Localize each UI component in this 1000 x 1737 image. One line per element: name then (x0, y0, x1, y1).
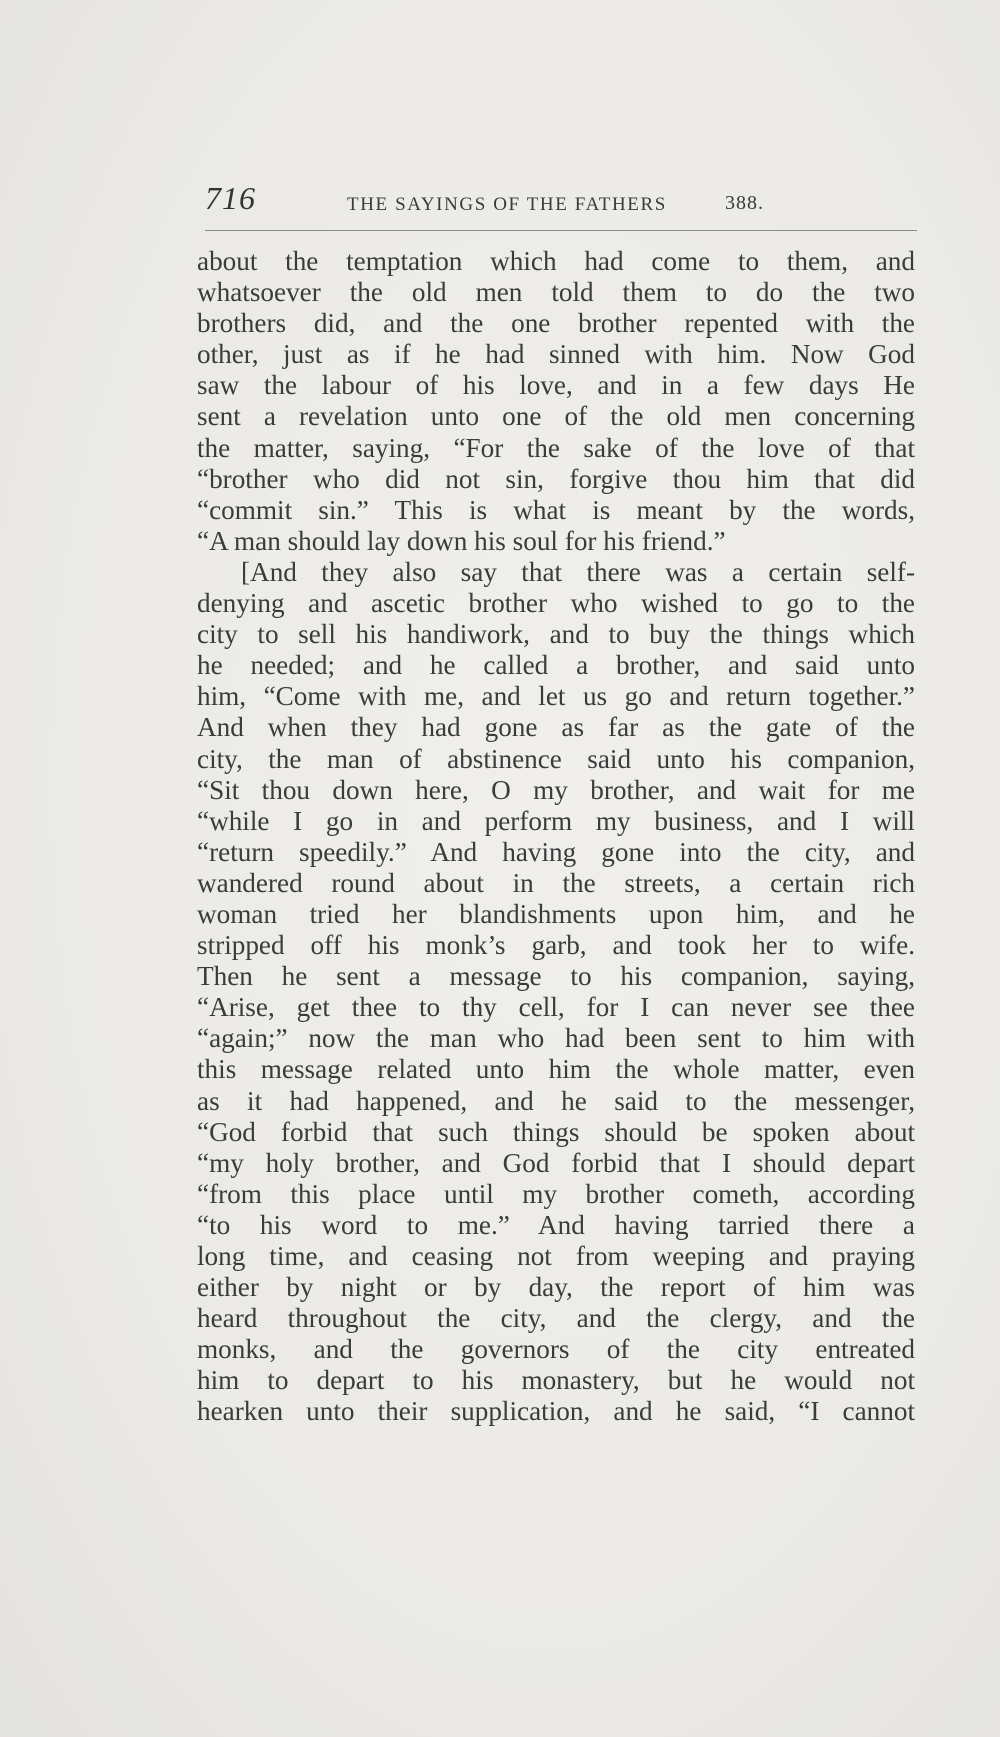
body-text (197, 246, 915, 1428)
text-line: saw the labour of his love, and in a few days He (197, 370, 915, 401)
text-line: “God forbid that such things should be spoken about (197, 1116, 915, 1147)
text-line: about the temptation which had come to them, and (197, 246, 915, 276)
text-line: denying and ascetic brother who wished to go to the (197, 588, 915, 619)
text-line: hearken unto their supplication, and he said, “I cannot (197, 1396, 915, 1427)
text-line: he needed; and he called a brother, and said unto (197, 650, 915, 681)
text-line: other, just as if he had sinned with him. Now God (197, 339, 915, 370)
text-line: “commit sin.” This is what is meant by the words, (197, 494, 915, 525)
text-line: “again;” now the man who had been sent to him with (197, 1023, 915, 1054)
text-line: woman tried her blandishments upon him, and he (197, 898, 915, 929)
text-line: wandered round about in the streets, a certain rich (197, 867, 915, 898)
text-line: “A man should lay down his soul for his friend.” (197, 525, 726, 556)
text-line: monks, and the governors of the city entreated (197, 1334, 915, 1365)
text-line: stripped off his monk’s garb, and took her to wife. (197, 930, 915, 961)
text-line: long time, and ceasing not from weeping and praying (197, 1241, 915, 1271)
text-line: as it had happened, and he said to the messenger, (197, 1085, 915, 1116)
text-line: city to sell his handiwork, and to buy the things which (197, 619, 915, 650)
text-line: either by night or by day, the report of him was (197, 1272, 915, 1303)
text-line: whatsoever the old men told them to do the two (197, 277, 915, 308)
text-line: “Arise, get thee to thy cell, for I can never see thee (197, 992, 915, 1023)
text-line: Then he sent a message to his companion, saying, (197, 961, 915, 992)
text-line: “return speedily.” And having gone into the city, and (197, 836, 915, 867)
page-header (205, 180, 917, 220)
text-line: And when they had gone as far as the gate of the (197, 712, 915, 743)
text-line: “to his word to me.” And having tarried there a (197, 1209, 915, 1240)
text-line: “Sit thou down here, O my brother, and wait for me (197, 774, 915, 805)
text-line: “brother who did not sin, forgive thou him that did (197, 463, 915, 494)
text-line: heard throughout the city, and the clergy, and the (197, 1303, 915, 1334)
text-line: him to depart to his monastery, but he would not (197, 1365, 915, 1396)
text-line: “from this place until my brother cometh, according (197, 1178, 915, 1209)
section-number: 388. (725, 192, 764, 214)
text-line: city, the man of abstinence said unto his companion, (197, 743, 915, 774)
text-line: him, “Come with me, and let us go and return together.” (197, 681, 915, 712)
text-line: “my holy brother, and God forbid that I should depart (197, 1147, 915, 1178)
text-line: sent a revelation unto one of the old men concerning (197, 401, 915, 432)
text-line: “while I go in and perform my business, and I will (197, 805, 915, 836)
page-number: 716 (205, 180, 256, 216)
paragraph-start-line: [And they also say that there was a certain self- (241, 556, 915, 587)
text-line: this message related unto him the whole matter, even (197, 1054, 915, 1085)
text-line: the matter, saying, “For the sake of the love of that (197, 432, 915, 463)
header-rule (205, 230, 917, 231)
text-line: brothers did, and the one brother repented with the (197, 308, 915, 339)
running-title: THE SAYINGS OF THE FATHERS (347, 194, 667, 215)
